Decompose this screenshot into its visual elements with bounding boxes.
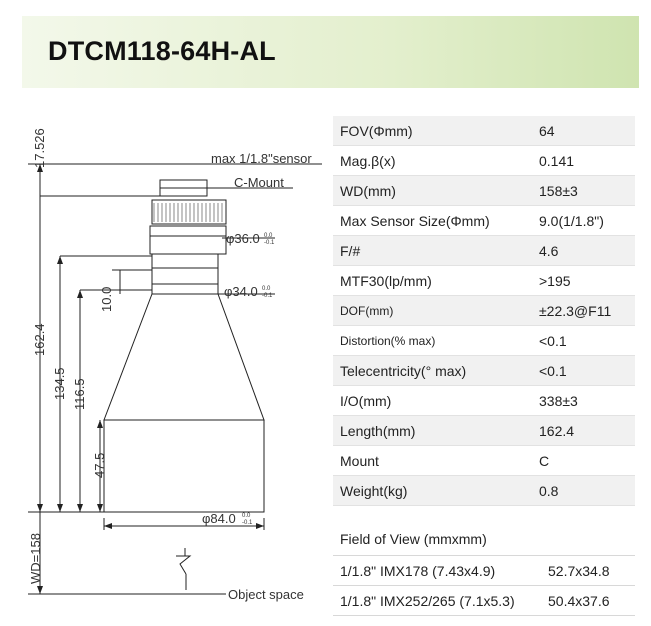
diameter-1-tol-top: 0.0 bbox=[264, 233, 273, 239]
spec-value: 338±3 bbox=[532, 386, 635, 416]
diameter-2-tol-bottom: -0.1 bbox=[262, 293, 273, 299]
spec-label: I/O(mm) bbox=[333, 386, 532, 416]
fov-sensor: 1/1.8" IMX178 (7.43x4.9) bbox=[333, 556, 542, 586]
spec-label: Mag.β(x) bbox=[333, 146, 532, 176]
body-ring-4 bbox=[152, 284, 218, 294]
diameter-1-tol-bottom: -0.1 bbox=[264, 240, 275, 246]
spec-value: 158±3 bbox=[532, 176, 635, 206]
spec-value: >195 bbox=[532, 266, 635, 296]
lens-drawing bbox=[0, 118, 330, 618]
table-row bbox=[333, 176, 635, 206]
diameter-3-tol-top: 0.0 bbox=[242, 513, 251, 519]
spec-label: Mount bbox=[333, 446, 532, 476]
spec-value: 0.8 bbox=[532, 476, 635, 506]
body-ring-3 bbox=[152, 268, 218, 284]
table-row bbox=[333, 266, 635, 296]
spec-value: C bbox=[532, 446, 635, 476]
table-row bbox=[333, 356, 635, 386]
dim-b-label: 116.5 bbox=[72, 378, 87, 410]
page-title: DTCM118-64H-AL bbox=[48, 36, 276, 66]
diameter-1-label: φ36.0 bbox=[226, 231, 260, 246]
table-row bbox=[333, 416, 635, 446]
spec-value: 0.141 bbox=[532, 146, 635, 176]
sensor-label: max 1/1.8"sensor bbox=[211, 151, 312, 166]
dim-wd-label: WD=158 bbox=[28, 533, 43, 584]
fov-value: 50.4x37.6 bbox=[542, 586, 635, 616]
table-row bbox=[333, 296, 635, 326]
fov-value: 52.7x34.8 bbox=[542, 556, 635, 586]
table-row bbox=[333, 116, 635, 146]
spec-value: 4.6 bbox=[532, 236, 635, 266]
spec-value: <0.1 bbox=[532, 326, 635, 356]
dim-a-label: 134.5 bbox=[52, 367, 67, 400]
spec-label: MTF30(lp/mm) bbox=[333, 266, 532, 296]
body-ring-2 bbox=[152, 254, 218, 268]
table-row bbox=[333, 586, 635, 616]
diameter-2-tol-top: 0.0 bbox=[262, 286, 271, 292]
spec-table bbox=[333, 116, 635, 506]
front-barrel bbox=[104, 420, 264, 512]
table-row bbox=[333, 556, 635, 586]
focus-ring bbox=[152, 200, 226, 224]
spec-value: 64 bbox=[532, 116, 635, 146]
spec-label: Telecentricity(° max) bbox=[333, 356, 532, 386]
spec-label: DOF(mm) bbox=[333, 296, 532, 326]
dim-total-label: 162.4 bbox=[32, 323, 47, 356]
spec-label: FOV(Φmm) bbox=[333, 116, 532, 146]
dim-top-label: 17.526 bbox=[32, 128, 47, 168]
spec-label: Max Sensor Size(Φmm) bbox=[333, 206, 532, 236]
spec-label: Length(mm) bbox=[333, 416, 532, 446]
fov-table bbox=[333, 555, 635, 616]
diameter-3-tol-bottom: -0.1 bbox=[242, 520, 253, 526]
object-space-label: Object space bbox=[228, 587, 304, 602]
body-ring-1 bbox=[150, 236, 226, 254]
spec-value: 162.4 bbox=[532, 416, 635, 446]
table-row bbox=[333, 206, 635, 236]
spec-label: F/# bbox=[333, 236, 532, 266]
lens-cone bbox=[104, 294, 264, 420]
table-row bbox=[333, 446, 635, 476]
dim-d-label: 10.0 bbox=[99, 286, 114, 312]
table-row bbox=[333, 386, 635, 416]
table-row bbox=[333, 236, 635, 266]
table-row bbox=[333, 146, 635, 176]
dim-c-label: 47.5 bbox=[92, 452, 107, 478]
spec-label: Weight(kg) bbox=[333, 476, 532, 506]
mount-label: C-Mount bbox=[234, 175, 284, 190]
spec-value: ±22.3@F11 bbox=[532, 296, 635, 326]
spec-value: <0.1 bbox=[532, 356, 635, 386]
title-banner bbox=[22, 16, 639, 88]
table-row bbox=[333, 476, 635, 506]
fov-sensor: 1/1.8" IMX252/265 (7.1x5.3) bbox=[333, 586, 542, 616]
fov-heading: Field of View (mmxmm) bbox=[340, 531, 487, 547]
diameter-2-label: φ34.0 bbox=[224, 284, 258, 299]
spec-label: Distortion(% max) bbox=[333, 326, 532, 356]
diameter-3-label: φ84.0 bbox=[202, 511, 236, 526]
table-row bbox=[333, 326, 635, 356]
spec-label: WD(mm) bbox=[333, 176, 532, 206]
spec-value: 9.0(1/1.8") bbox=[532, 206, 635, 236]
